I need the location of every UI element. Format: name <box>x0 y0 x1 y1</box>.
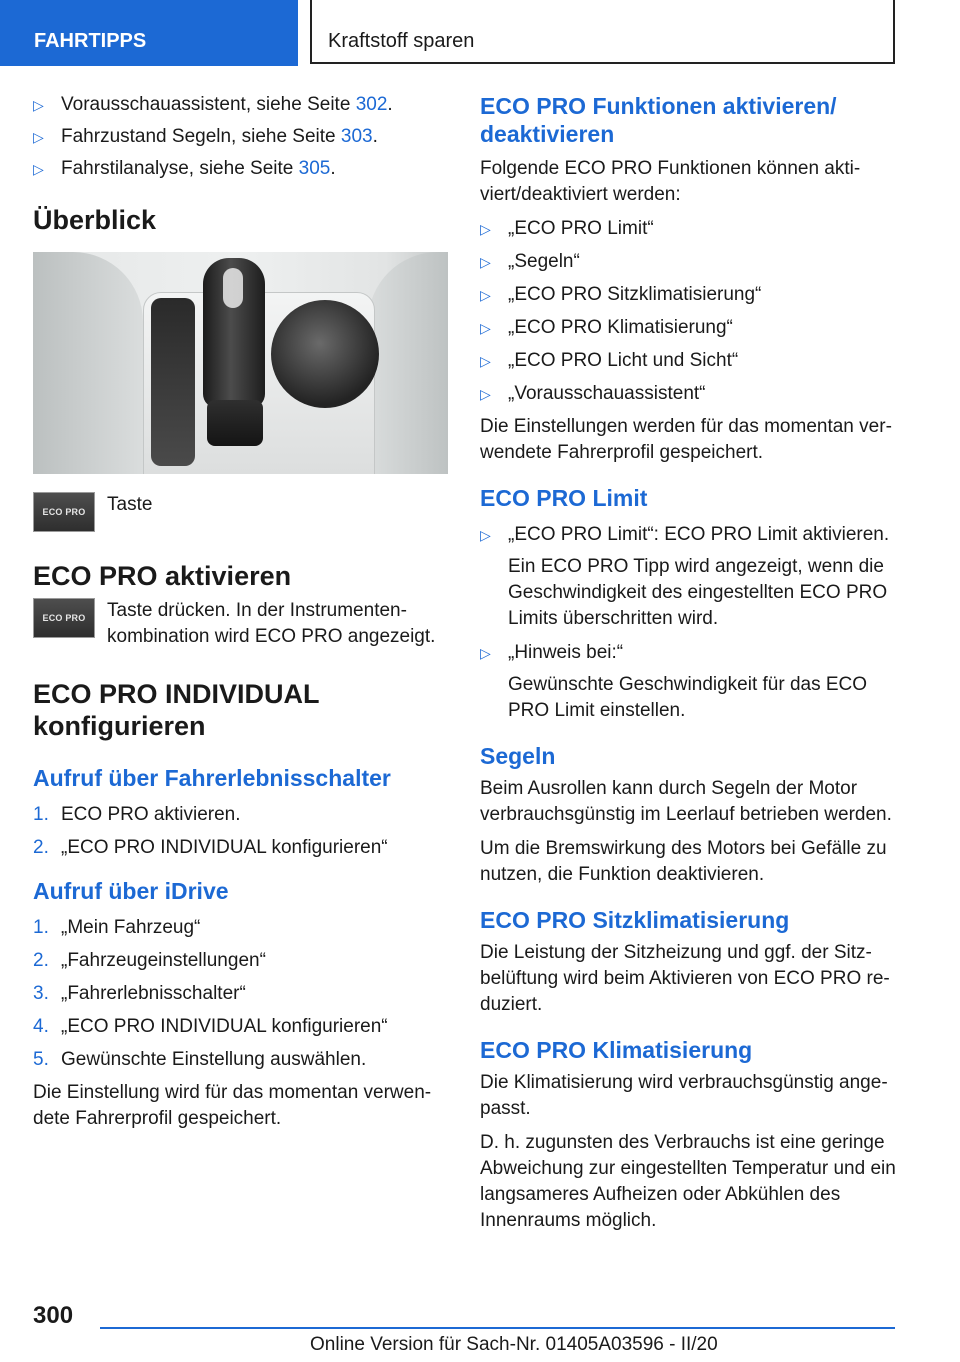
button-legend <box>33 492 448 532</box>
page-link[interactable]: 305 <box>298 158 331 179</box>
list-item: ▷ „ECO PRO Limit“: ECO PRO Limit aktivieren. <box>480 522 900 548</box>
list-item-detail: Ein ECO PRO Tipp wird angezeigt, wenn die Geschwindigkeit des eingestellten ECO PRO Limits überschritten wird. <box>508 556 888 629</box>
eco-pro-button-icon: ECO PRO <box>33 598 95 638</box>
list-item: ▷ „ECO PRO Licht und Sicht“ <box>480 348 900 374</box>
activate-instruction <box>33 598 448 650</box>
list-item: ▷ Fahrstilanalyse, siehe Seite 305. <box>33 156 448 182</box>
overview-heading: Überblick <box>33 205 157 235</box>
list-item: ▷ „Hinweis bei:“ <box>480 640 900 666</box>
button-caption: Taste <box>107 494 153 515</box>
sail-paragraph: Um die Bremswirkung des Motors bei Gefälle zu nutzen, die Funktion deaktivieren. <box>480 838 887 885</box>
list-item: ▷ „Segeln“ <box>480 249 900 275</box>
list-item: ▷ Vorausschauassistent, siehe Seite 302. <box>33 92 448 118</box>
functions-note: Die Einstellungen werden für das momentan verwendete Fahrerprofil gespeichert. <box>480 416 892 463</box>
idrive-controller <box>271 300 379 408</box>
list-item: ▷ „ECO PRO Klimatisierung“ <box>480 315 900 341</box>
triangle-bullet-icon: ▷ <box>33 129 44 145</box>
individual-heading: ECO PRO INDIVIDUAL konfigurieren <box>33 679 320 741</box>
driving-experience-switch <box>151 298 195 466</box>
list-item: ▷ Fahrzustand Segeln, siehe Seite 303. <box>33 124 448 150</box>
activate-text: Taste drücken. In der Instrumentenkombination wird ECO PRO angezeigt. <box>107 600 436 647</box>
parking-brake <box>207 400 263 446</box>
list-item: ▷ „ECO PRO Limit“ <box>480 216 900 242</box>
triangle-bullet-icon: ▷ <box>480 386 491 402</box>
triangle-bullet-icon: ▷ <box>33 161 44 177</box>
page-link[interactable]: 303 <box>340 126 373 147</box>
triangle-bullet-icon: ▷ <box>480 320 491 336</box>
sail-heading: Segeln <box>480 743 556 769</box>
page-number: 300 <box>33 1302 74 1329</box>
sail-paragraph: Beim Ausrollen kann durch Segeln der Motor verbrauchsgünstig im Leerlauf betrieben werden. <box>480 778 892 825</box>
list-item: 3. „Fahrerlebnisschalter“ <box>33 983 246 1004</box>
limit-heading: ECO PRO Limit <box>480 485 648 511</box>
activate-heading: ECO PRO aktivieren <box>33 561 292 591</box>
list-item: 1. „Mein Fahrzeug“ <box>33 917 201 938</box>
triangle-bullet-icon: ▷ <box>480 527 491 543</box>
page-header <box>0 0 960 66</box>
clima-paragraph: Die Klimatisierung wird verbrauchsgünstig angepasst. <box>480 1072 888 1119</box>
functions-intro: Folgende ECO PRO Funktionen können aktiviert/deaktiviert werden: <box>480 158 861 205</box>
list-item: ▷ „Vorausschauassistent“ <box>480 381 900 407</box>
list-item: 2. „Fahrzeugeinstellungen“ <box>33 950 266 971</box>
triangle-bullet-icon: ▷ <box>480 645 491 661</box>
page-link[interactable]: 302 <box>355 94 388 115</box>
center-console-photo <box>33 252 448 474</box>
list-item-detail: Gewünschte Geschwindigkeit für das ECO PRO Limit einstellen. <box>508 674 868 721</box>
list-item: ▷ „ECO PRO Sitzklimatisierung“ <box>480 282 900 308</box>
triangle-bullet-icon: ▷ <box>480 254 491 270</box>
save-note: Die Einstellung wird für das momentan verwendete Fahrerprofil gespeichert. <box>33 1082 432 1129</box>
list-item: 5. Gewünschte Einstellung auswählen. <box>33 1049 367 1070</box>
triangle-bullet-icon: ▷ <box>33 97 44 113</box>
clima-heading: ECO PRO Klimatisierung <box>480 1037 753 1063</box>
chapter-title: Kraftstoff sparen <box>310 0 895 64</box>
seat-paragraph: Die Leistung der Sitzheizung und ggf. der Sitzbelüftung wird beim Aktivieren von ECO PRO reduziert. <box>480 942 890 1015</box>
section-tab: FAHRTIPPS <box>0 0 298 66</box>
list-item: 2. „ECO PRO INDIVIDUAL konfigurieren“ <box>33 837 388 858</box>
footer-text: Online Version für Sach-Nr. 01405A03596 - II/20 <box>310 1334 718 1355</box>
triangle-bullet-icon: ▷ <box>480 353 491 369</box>
eco-pro-button-icon: ECO PRO <box>33 492 95 532</box>
switch-heading: Aufruf über Fahrerlebnisschalter <box>33 765 391 791</box>
triangle-bullet-icon: ▷ <box>480 221 491 237</box>
idrive-heading: Aufruf über iDrive <box>33 878 229 904</box>
right-column <box>480 92 900 1242</box>
clima-paragraph: D. h. zugunsten des Verbrauchs ist eine geringe Abweichung zur eingestellten Temperatur und ein langsameres Aufheizen oder Abkühlen des Innenraums möglich. <box>480 1132 896 1231</box>
functions-heading: ECO PRO Funktionen aktivieren/ deaktivieren <box>480 93 837 147</box>
footer-divider <box>100 1327 895 1329</box>
list-item: 1. ECO PRO aktivieren. <box>33 804 241 825</box>
triangle-bullet-icon: ▷ <box>480 287 491 303</box>
seat-heading: ECO PRO Sitzklimatisierung <box>480 907 790 933</box>
left-column <box>33 92 448 1140</box>
list-item: 4. „ECO PRO INDIVIDUAL konfigurieren“ <box>33 1016 388 1037</box>
